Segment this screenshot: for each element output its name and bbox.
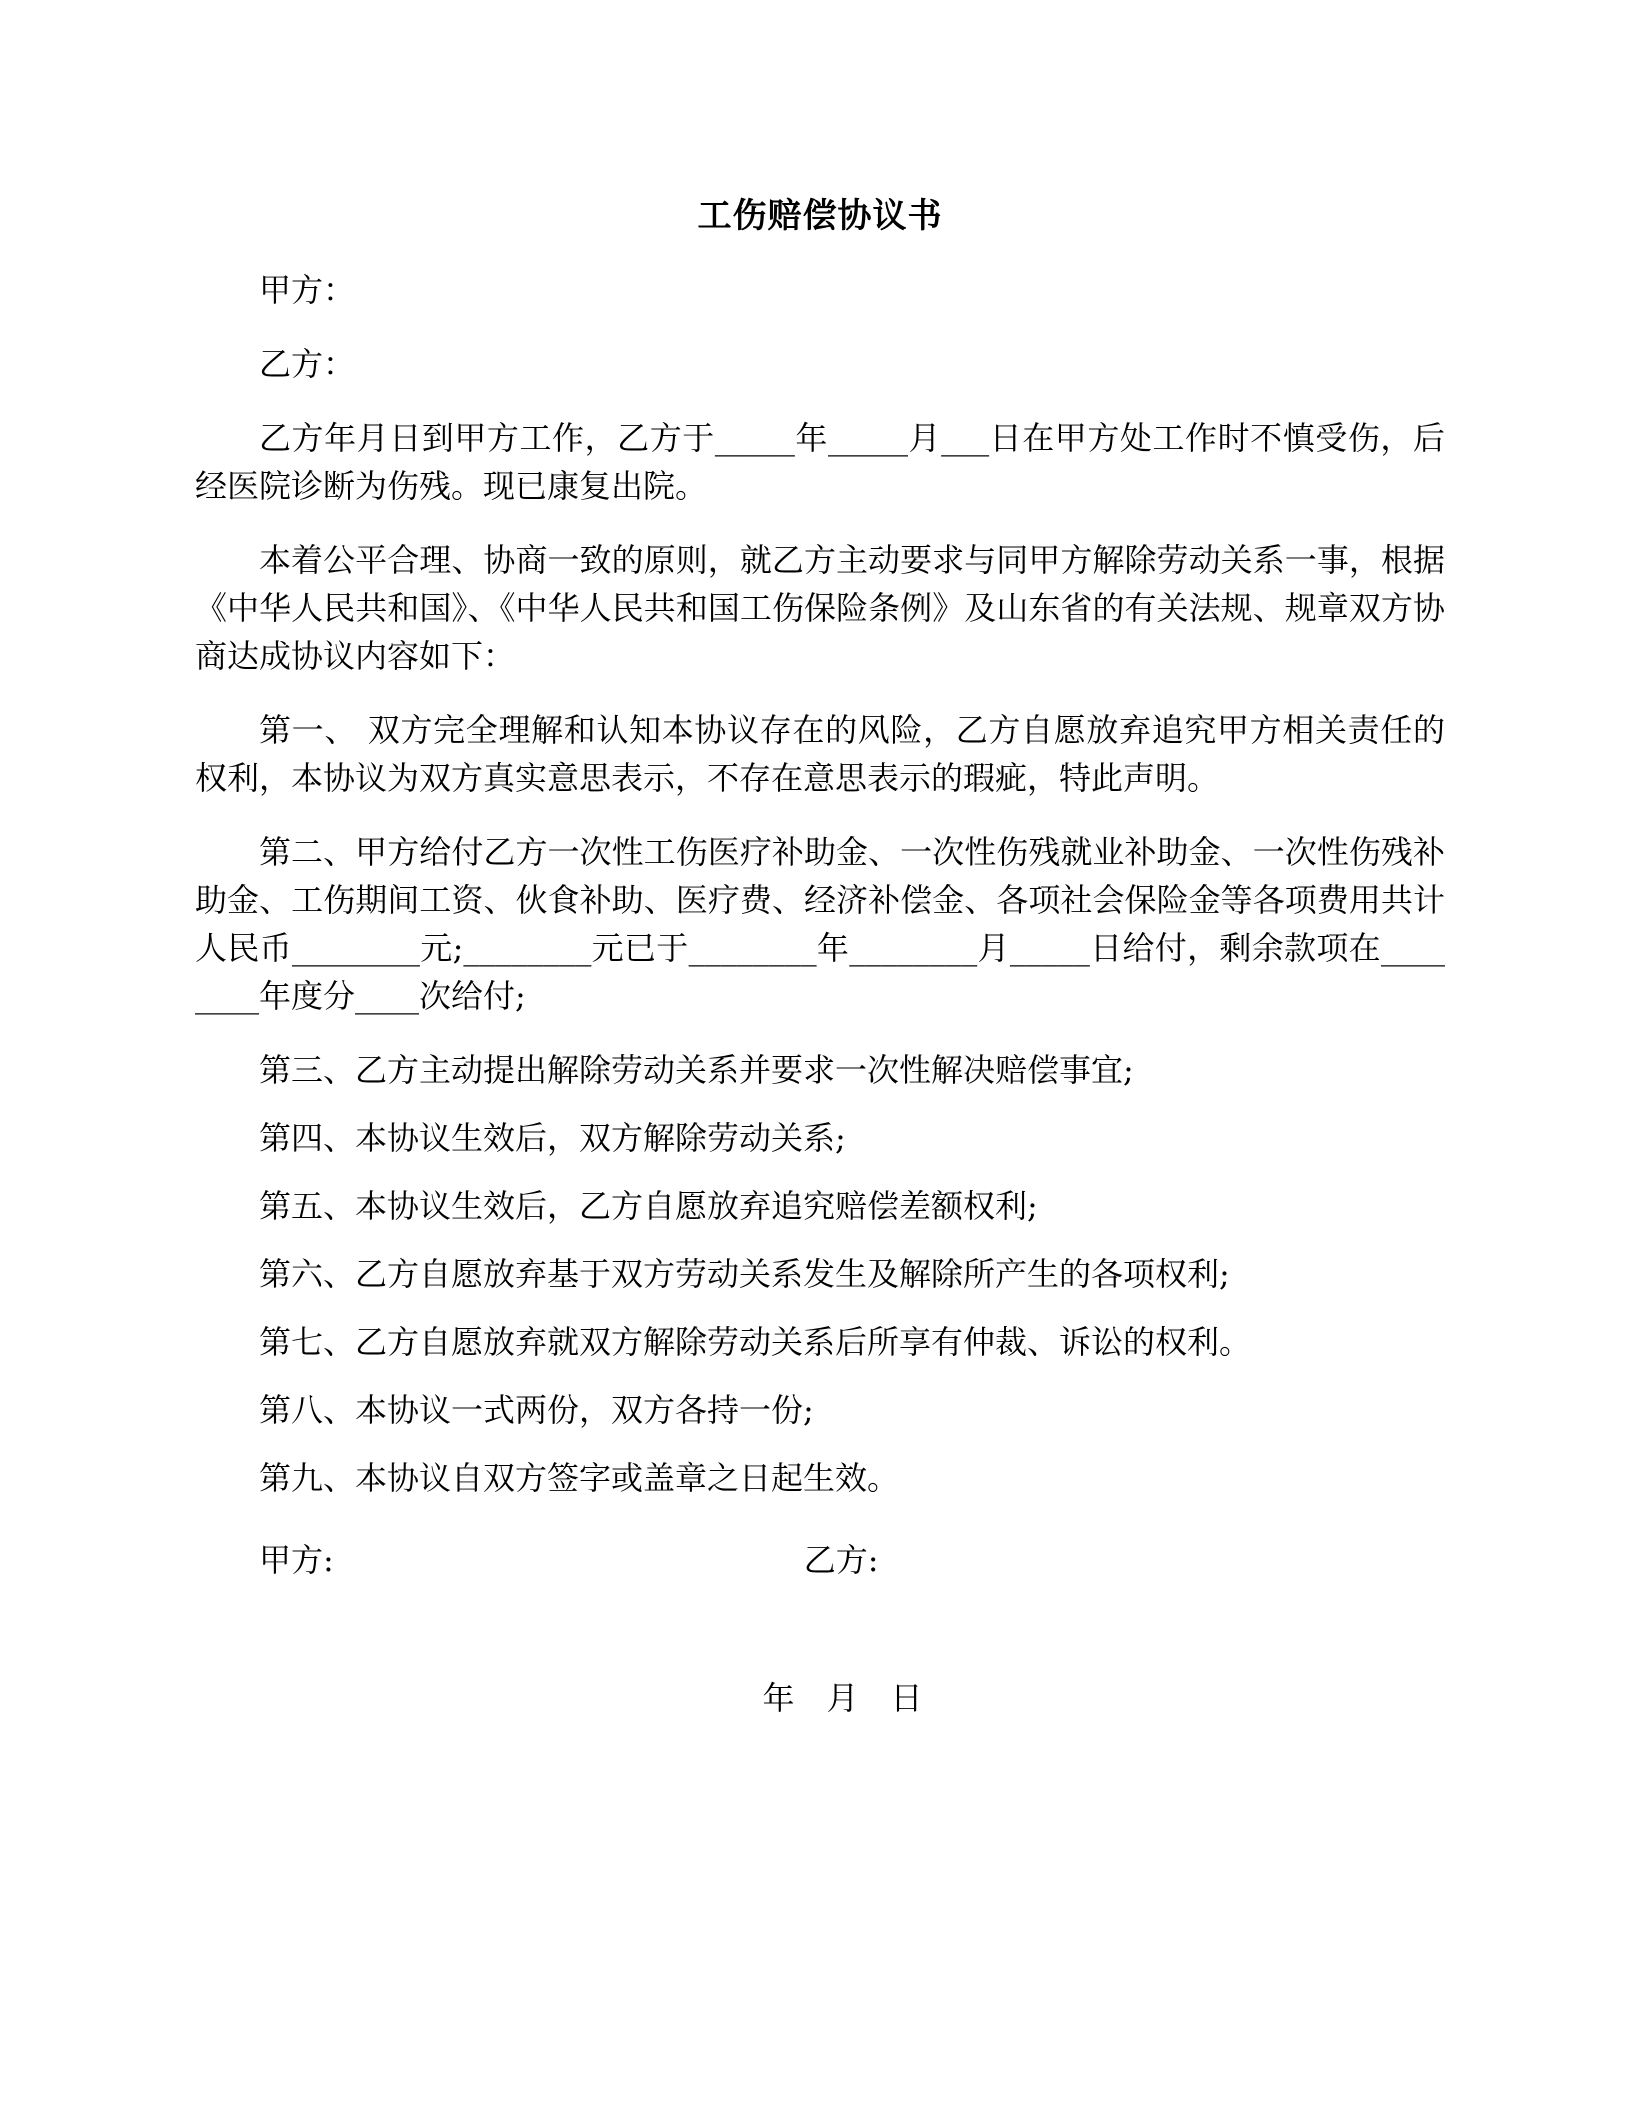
- signature-party-b-label: 乙方:: [803, 1541, 879, 1579]
- document-title: 工伤赔偿协议书: [697, 196, 943, 236]
- clause-2-payment: 第二、甲方给付乙方一次性工伤医疗补助金、一次性伤残就业补助金、一次性伤残补助金、工伤期间工资、伙食补助、医疗费、经济补偿金、各项社会保险金等各项费用共计人民币________元;________元已于________年________月_____日给付，剩余款项在________年度分____次给付;: [195, 833, 1445, 1015]
- paragraph-injury-intro: 乙方年月日到甲方工作，乙方于_____年_____月___日在甲方处工作时不慎受伤，后经医院诊断为伤残。现已康复出院。: [195, 419, 1445, 505]
- clause-5: 第五、本协议生效后，乙方自愿放弃追究赔偿差额权利;: [259, 1187, 1038, 1225]
- paragraph-legal-basis: 本着公平合理、协商一致的原则，就乙方主动要求与同甲方解除劳动关系一事，根据《中华人民共和国》、《中华人民共和国工伤保险条例》及山东省的有关法规、规章双方协商达成协议内容如下：: [195, 541, 1445, 675]
- signature-row: [195, 1536, 1445, 1584]
- party-a-line: 甲方：: [259, 271, 356, 309]
- clause-7: 第七、乙方自愿放弃就双方解除劳动关系后所享有仲裁、诉讼的权利。: [259, 1323, 1252, 1361]
- party-b-line: 乙方：: [259, 345, 356, 383]
- clause-1: 第一、 双方完全理解和认知本协议存在的风险，乙方自愿放弃追究甲方相关责任的权利，本协议为双方真实意思表示，不存在意思表示的瑕疵，特此声明。: [195, 711, 1445, 797]
- clause-3: 第三、乙方主动提出解除劳动关系并要求一次性解决赔偿事宜;: [259, 1051, 1134, 1089]
- clause-9: 第九、本协议自双方签字或盖章之日起生效。: [259, 1459, 900, 1497]
- clause-8: 第八、本协议一式两份，双方各持一份;: [259, 1391, 814, 1429]
- clause-6: 第六、乙方自愿放弃基于双方劳动关系发生及解除所产生的各项权利;: [259, 1255, 1230, 1293]
- signature-date-line: 年 月 日: [762, 1679, 923, 1717]
- clause-4: 第四、本协议生效后，双方解除劳动关系;: [259, 1119, 846, 1157]
- signature-party-a-label: 甲方:: [259, 1541, 334, 1579]
